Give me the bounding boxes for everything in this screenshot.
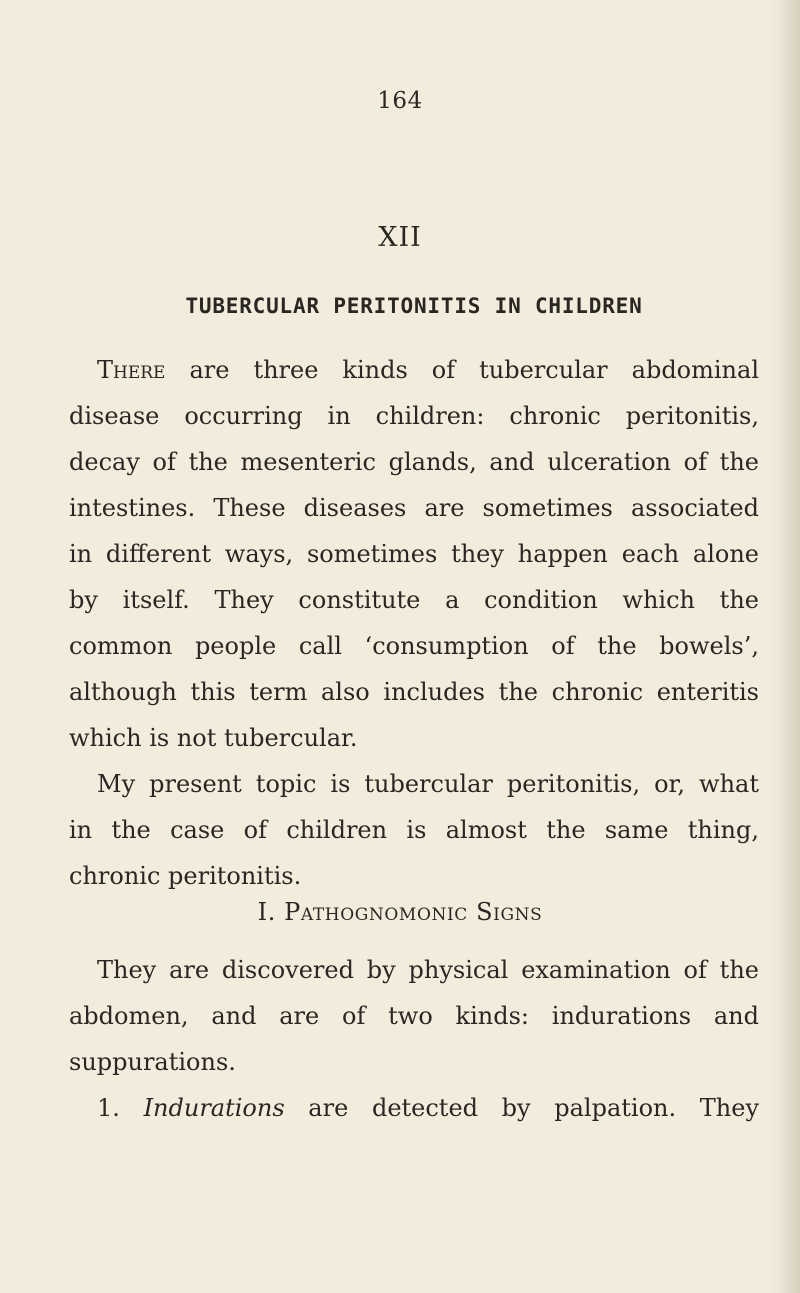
chapter-number: XII xyxy=(378,222,422,253)
first-line-rest: are three kinds of tubercular abdominal xyxy=(165,356,759,384)
paragraph-line: in the case of children is almost the same thing, xyxy=(69,816,759,844)
paragraph-line: chronic peritonitis. xyxy=(69,862,302,890)
section-heading: I. Pathognomonic Signs xyxy=(257,898,543,926)
item-number: 1. xyxy=(97,1094,144,1122)
paragraph-line: which is not tubercular. xyxy=(69,724,358,752)
paragraph-line xyxy=(97,1088,759,1128)
paragraph-line xyxy=(97,350,759,390)
first-word: There xyxy=(97,356,166,384)
paragraph-line: disease occurring in children: chronic peritonitis, xyxy=(69,402,759,430)
chapter-title: TUBERCULAR PERITONITIS IN CHILDREN xyxy=(185,294,643,318)
paragraph-line: suppurations. xyxy=(69,1048,236,1076)
paragraph-line: abdomen, and are of two kinds: indurations and xyxy=(69,1002,759,1030)
paragraph-line: intestines. These diseases are sometimes associated xyxy=(69,494,759,522)
paragraph-line: by itself. They constitute a condition which the xyxy=(69,586,759,614)
page-edge-shadow xyxy=(778,0,800,1293)
paragraph-line: although this term also includes the chronic enteritis xyxy=(69,678,759,706)
paragraph-line: decay of the mesenteric glands, and ulceration of the xyxy=(69,448,759,476)
italic-term: Indurations xyxy=(143,1094,285,1122)
paragraph-line: They are discovered by physical examination of the xyxy=(97,956,759,984)
line-rest: are detected by palpation. They xyxy=(284,1094,760,1122)
paragraph-line: My present topic is tubercular peritonitis, or, what xyxy=(97,770,759,798)
paragraph-line: common people call ‘consumption of the bowels’, xyxy=(69,632,759,660)
page-number: 164 xyxy=(377,88,423,114)
paragraph-line: in different ways, sometimes they happen each alone xyxy=(69,540,759,568)
